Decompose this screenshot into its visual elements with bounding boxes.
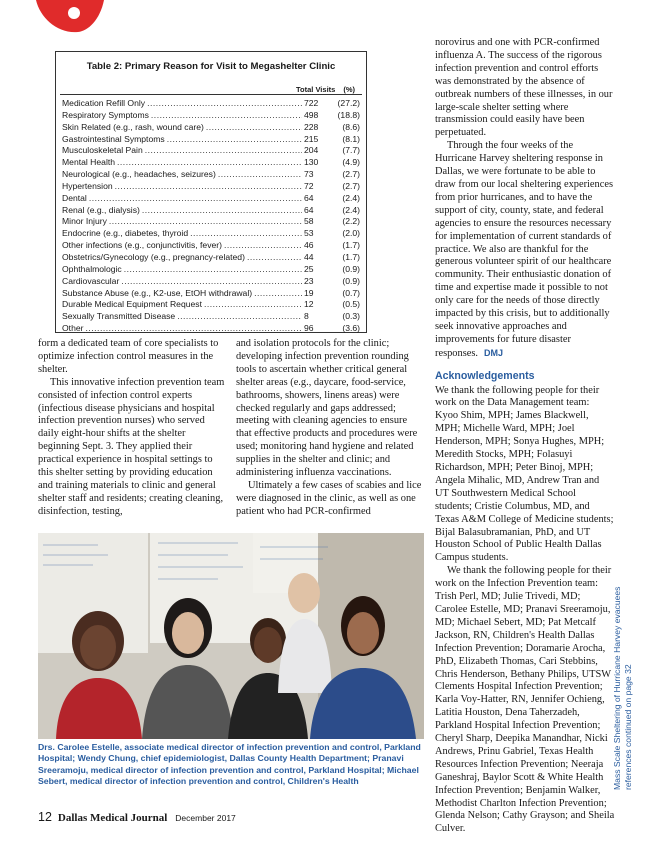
paragraph: We thank the following people for their work on the Infection Prevention team: Trish Perl, MD; Julie Trivedi, MD; Carolee Estelle, MD; Pranavi Sreeramoju, MD; Michael Sebert, MD; Pat Metcalf Jackson, RN, Children's Health Dallas Infection Prevention; Doramarie Arocha, PhD, Elizabeth Thomas, Cari Stebbins, Chris Henderson, Bethany Philips, UTSW Clements Hospital Infection Prevention; Karla Voy-Hatter, RN, Jennifer Ochieng, Latitia Houston, Dena Taherzadeh, Parkland Hospital Infection Prevention; Cheryl Sharp, Deepika Manandhar, Nicki Andrews, Prinu Gabriel, Texas Health Resources Infection Prevention; Neeraja Ganeshraj, Baylor Scott & White Health Infection Prevention; Benjamin Walker, Methodist Charlton Infection Prevention; Glenda Nelson; Cathy Grayson; and Sheila Culver. bbox=[435, 565, 615, 835]
dot-leader bbox=[167, 134, 302, 144]
row-condition: Durable Medical Equipment Request bbox=[62, 299, 202, 310]
row-percent: (0.9) bbox=[342, 275, 360, 286]
table-title: Table 2: Primary Reason for Visit to Megashelter Clinic bbox=[86, 61, 336, 72]
row-percent: (1.7) bbox=[342, 251, 360, 262]
table-row bbox=[62, 311, 360, 323]
row-percent: (0.3) bbox=[342, 311, 360, 322]
paragraph: This innovative infection prevention team consisted of infection control experts (infectious disease physicians and hospital infection prevention nurses) who served daily eight-hour shifts at the shelter beginning Sept. 3. They applied their practical experience in hospital settings to this shelter setting by providing education and training materials to clinic and general shelter staff and residents; creating cleaning, disinfection, testing, bbox=[38, 376, 225, 517]
team-photo-illustration bbox=[38, 533, 424, 739]
table-row bbox=[62, 216, 360, 228]
dot-leader bbox=[247, 252, 302, 262]
issue-date: December 2017 bbox=[175, 813, 236, 823]
photo-caption: Drs. Carolee Estelle, associate medical director of infection prevention and control, Parkland Hospital; Wendy Chung, chief epidemiologist, Dallas County Health Department; Pranavi Sreeramoju, medical director of infection prevention and control, Parkland Hospital; Michael Sebert, medical director of infection prevention and control, Children's Health bbox=[38, 742, 421, 787]
row-condition: Ophthalmologic bbox=[62, 263, 122, 274]
hurricane-logo-icon bbox=[34, 0, 106, 36]
row-visits: 58 bbox=[304, 216, 314, 227]
row-percent: (27.2) bbox=[337, 98, 360, 108]
row-visits: 19 bbox=[304, 287, 314, 298]
row-percent: (2.0) bbox=[342, 228, 360, 239]
table-rows bbox=[56, 95, 366, 335]
row-visits: 46 bbox=[304, 240, 314, 251]
side-note-line-2: references continued on page 32 bbox=[623, 664, 633, 790]
col-header-visits: Total Visits bbox=[296, 85, 336, 94]
row-percent: (18.8) bbox=[337, 109, 360, 120]
dmj-signoff: DMJ bbox=[484, 347, 504, 358]
row-condition: Cardiovascular bbox=[62, 275, 120, 286]
dot-leader bbox=[151, 110, 302, 120]
row-percent: (8.1) bbox=[342, 133, 360, 144]
table-row bbox=[62, 145, 360, 157]
row-percent: (2.4) bbox=[342, 192, 360, 203]
row-visits: 204 bbox=[304, 145, 319, 156]
dot-leader bbox=[145, 145, 302, 155]
body-column-1 bbox=[38, 338, 226, 519]
row-visits: 96 bbox=[304, 323, 314, 334]
dot-leader bbox=[89, 193, 302, 203]
dot-leader bbox=[147, 98, 302, 108]
row-visits: 8 bbox=[304, 311, 309, 322]
row-percent: (3.6) bbox=[342, 323, 360, 334]
row-visits: 498 bbox=[304, 109, 319, 120]
body-column-2 bbox=[236, 338, 424, 519]
row-visits: 215 bbox=[304, 133, 319, 144]
table-header bbox=[60, 85, 362, 95]
table-row bbox=[62, 169, 360, 181]
side-note-line-1: Mass Scale Sheltering of Hurricane Harvey evacuees bbox=[612, 586, 622, 790]
paragraph bbox=[435, 140, 615, 360]
row-percent: (8.6) bbox=[342, 121, 360, 132]
row-visits: 25 bbox=[304, 263, 314, 274]
table-row bbox=[62, 264, 360, 276]
row-condition: Dental bbox=[62, 192, 87, 203]
row-visits: 23 bbox=[304, 275, 314, 286]
dot-leader bbox=[177, 311, 302, 321]
paragraph: We thank the following people for their work on the Data Management team: Kyoo Shim, MPH; James Blackwell, MPH; Michelle Ward, MPH; Joel Henderson, MPH; Sonya Hughes, MPH; Meredith Stocks, MPH; Folasuyi Richardson, MPH; Peter Binoj, MPH; Angela Mihalic, MD, Andrew Tran and UT Southwestern Medical School students; Cristie Columbus, MD, and Texas A&M College of Medicine students; Bijal Balasubramanian, PhD, and UT Houston School of Public Health Dallas Campus students. bbox=[435, 384, 614, 564]
row-condition: Respiratory Symptoms bbox=[62, 109, 149, 120]
col-header-pct: (%) bbox=[343, 85, 355, 94]
row-percent: (7.7) bbox=[342, 145, 360, 156]
team-photo bbox=[38, 533, 424, 739]
page-number: 12 bbox=[38, 810, 52, 824]
row-condition: Minor Injury bbox=[62, 216, 107, 227]
page-footer bbox=[38, 810, 236, 824]
row-condition: Gastrointestinal Symptoms bbox=[62, 133, 165, 144]
dot-leader bbox=[206, 122, 302, 132]
dot-leader bbox=[115, 181, 302, 191]
row-visits: 722 bbox=[304, 98, 319, 108]
journal-name: Dallas Medical Journal bbox=[57, 812, 168, 824]
table-row bbox=[62, 299, 360, 311]
dot-leader bbox=[109, 216, 302, 226]
dot-leader bbox=[124, 264, 302, 274]
paragraph: and isolation protocols for the clinic; developing infection prevention rounding tools to ascertain whether critical general shelter areas (e.g., daycare, food-service, bathrooms, showers, linens areas) were checked regularly and gaps addressed; meeting with cleaning agencies to ensure that effective products and procedures were used; monitoring hand hygiene and related supplies in the shelter and clinic; and administering influenza vaccinations. bbox=[236, 338, 418, 479]
table-row bbox=[62, 252, 360, 264]
row-condition: Other infections (e.g., conjunctivitis, fever) bbox=[62, 240, 223, 251]
row-percent: (2.7) bbox=[342, 169, 360, 180]
table-row bbox=[62, 110, 360, 122]
table-row bbox=[62, 288, 360, 300]
row-condition: Substance Abuse (e.g., K2-use, EtOH withdrawal) bbox=[62, 287, 253, 298]
row-percent: (0.7) bbox=[342, 287, 360, 298]
paragraph: form a dedicated team of core specialists to optimize infection control measures in the shelter. bbox=[38, 338, 219, 375]
dot-leader bbox=[121, 276, 302, 286]
row-condition: Sexually Transmitted Disease bbox=[62, 311, 176, 322]
row-visits: 73 bbox=[304, 169, 314, 180]
row-condition: Hypertension bbox=[62, 180, 113, 191]
row-percent: (2.2) bbox=[342, 216, 360, 227]
table-row bbox=[62, 276, 360, 288]
dot-leader bbox=[86, 323, 303, 333]
table-row bbox=[62, 240, 360, 252]
row-condition: Skin Related (e.g., rash, wound care) bbox=[62, 121, 204, 132]
row-percent: (0.5) bbox=[342, 299, 360, 310]
row-condition: Mental Health bbox=[62, 157, 116, 168]
table-row bbox=[62, 181, 360, 193]
table-row bbox=[62, 228, 360, 240]
row-condition: Endocrine (e.g., diabetes, thyroid bbox=[62, 228, 189, 239]
dot-leader bbox=[142, 205, 302, 215]
row-visits: 72 bbox=[304, 180, 314, 191]
paragraph-text: Through the four weeks of the Hurricane Harvey sheltering response in Dallas, we were fortunate to be able to draw from our local sheltering experiences from prior hurricanes, and to have the support of city, county, state, and federal agencies to ensure the resources necessary for implementation of current standards of practice. We also are thankful for the generous volunteer spirit of our healthcare community. Their enthusiastic donation of time and expertise made it possible to not only care for the needs of those directly impacted by this crisis, but to additionally seek innovative approaches and improvements for future disaster responses. bbox=[435, 140, 614, 359]
row-condition: Medication Refill Only bbox=[62, 98, 146, 108]
table-row bbox=[62, 157, 360, 169]
table-row bbox=[62, 323, 360, 335]
row-visits: 64 bbox=[304, 204, 314, 215]
paragraph: Ultimately a few cases of scabies and lice were diagnosed in the clinic, as well as one patient who had PCR-confirmed bbox=[236, 479, 422, 517]
row-percent: (2.7) bbox=[342, 180, 360, 191]
table-row bbox=[62, 205, 360, 217]
table-row bbox=[62, 193, 360, 205]
dot-leader bbox=[204, 299, 302, 309]
row-visits: 44 bbox=[304, 251, 314, 262]
dot-leader bbox=[218, 169, 302, 179]
table-row bbox=[62, 98, 360, 110]
dot-leader bbox=[117, 157, 302, 167]
row-visits: 64 bbox=[304, 192, 314, 203]
row-percent: (2.4) bbox=[342, 204, 360, 215]
row-visits: 130 bbox=[304, 157, 319, 168]
row-condition: Other bbox=[62, 323, 84, 334]
dot-leader bbox=[224, 240, 302, 250]
row-percent: (0.9) bbox=[342, 263, 360, 274]
row-visits: 53 bbox=[304, 228, 314, 239]
row-percent: (4.9) bbox=[342, 157, 360, 168]
row-condition: Renal (e.g., dialysis) bbox=[62, 204, 140, 215]
row-condition: Neurological (e.g., headaches, seizures) bbox=[62, 169, 216, 180]
visit-reason-table bbox=[55, 51, 367, 333]
acknowledgements-heading: Acknowledgements bbox=[435, 369, 535, 382]
table-row bbox=[62, 122, 360, 134]
body-column-3 bbox=[435, 37, 615, 836]
paragraph: norovirus and one with PCR-confirmed influenza A. The success of the rigorous infection prevention and control efforts was demonstrated by the absence of outbreak numbers of these illnesses, in our large-scale shelter setting where transmission could easily have been perpetuated. bbox=[435, 37, 613, 139]
side-reference-note bbox=[612, 510, 634, 790]
table-row bbox=[62, 134, 360, 146]
row-condition: Obstetrics/Gynecology (e.g., pregnancy-related) bbox=[62, 251, 245, 262]
dot-leader bbox=[254, 288, 302, 298]
row-visits: 228 bbox=[304, 121, 319, 132]
dot-leader bbox=[190, 228, 302, 238]
row-percent: (1.7) bbox=[342, 240, 360, 251]
row-condition: Musculoskeletal Pain bbox=[62, 145, 143, 156]
row-visits: 12 bbox=[304, 299, 314, 310]
